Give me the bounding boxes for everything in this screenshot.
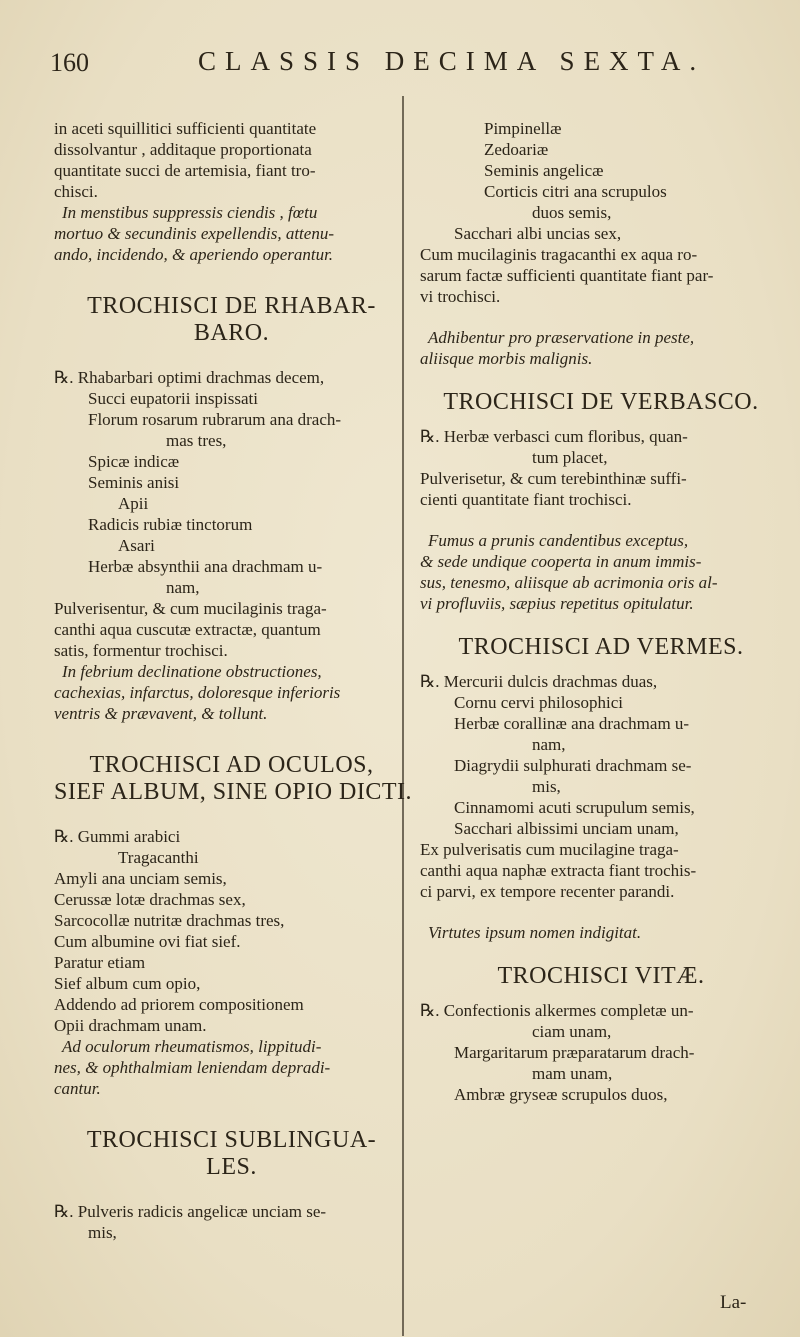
text-line: Herbæ absynthii ana drachmam u- — [88, 557, 323, 576]
section-heading: TROCHISCI DE VERBASCO. — [443, 389, 759, 415]
text-line: satis, formentur trochisci. — [54, 641, 228, 660]
text-line: Opii drachmam unam. — [54, 1016, 207, 1035]
usage-note-line: ventris & prævavent, & tollunt. — [54, 704, 268, 723]
section-heading: TROCHISCI AD VERMES. — [458, 634, 744, 660]
text-line: Addendo ad priorem compositionem — [54, 995, 304, 1014]
spacer — [54, 265, 409, 293]
spacer — [420, 510, 782, 530]
text-line: Tragacanthi — [118, 848, 199, 867]
spacer — [420, 614, 782, 634]
text-line: Asari — [118, 536, 155, 555]
text-line: in aceti squillitici sufficienti quantitate — [54, 119, 317, 138]
usage-note-line: aliisque morbis malignis. — [420, 349, 593, 368]
text-line: Diagrydii sulphurati drachmam se- — [454, 756, 692, 775]
text-line: Paratur etiam — [54, 953, 146, 972]
text-line: Cerussæ lotæ drachmas sex, — [54, 890, 246, 909]
text-line: Pulverisetur, & cum terebinthinæ suffi- — [420, 469, 687, 488]
text-line: nam, — [166, 578, 200, 597]
left-column — [54, 118, 413, 1243]
section-heading: SIEF ALBUM, SINE OPIO DICTI. — [54, 779, 413, 805]
text-line: Ambræ gryseæ scrupulos duos, — [454, 1085, 668, 1104]
text-line: Sief album cum opio, — [54, 974, 201, 993]
spacer — [420, 416, 782, 426]
usage-note-line: mortuo & secundinis expellendis, attenu- — [54, 224, 334, 243]
section-heading: TROCHISCI DE RHABAR- — [87, 293, 376, 319]
text-line: canthi aqua cuscutæ extractæ, quantum — [54, 620, 321, 639]
text-line: tum placet, — [532, 448, 608, 467]
text-line: Cum mucilaginis tragacanthi ex aqua ro- — [420, 245, 698, 264]
text-line: Pulverisentur, & cum mucilaginis traga- — [54, 599, 327, 618]
usage-note-line: nes, & ophthalmiam leniendam depradi- — [54, 1058, 331, 1077]
section-heading: TROCHISCI AD OCULOS, — [89, 752, 374, 778]
text-line: ci parvi, ex tempore recenter parandi. — [420, 882, 675, 901]
text-line: Seminis angelicæ — [484, 161, 604, 180]
usage-note-line: Adhibentur pro præservatione in peste, — [428, 328, 695, 347]
text-line: Spicæ indicæ — [88, 452, 180, 471]
text-line: ℞. Gummi arabici — [54, 827, 181, 846]
section-heading: BARO. — [193, 320, 270, 346]
text-line: dissolvantur , additaque proportionata — [54, 140, 312, 159]
spacer — [54, 806, 409, 826]
spacer — [54, 1181, 409, 1201]
text-line: nam, — [532, 735, 566, 754]
usage-note-line: ando, incidendo, & aperiendo operantur. — [54, 245, 334, 264]
spacer — [54, 724, 409, 752]
usage-note-line: Fumus a prunis candentibus exceptus, — [428, 531, 689, 550]
usage-note-line: vi profluviis, sæpius repetitus opitulatur. — [420, 594, 694, 613]
spacer — [420, 902, 782, 922]
usage-note-line: Virtutes ipsum nomen indigitat. — [428, 923, 642, 942]
spacer — [420, 661, 782, 671]
spacer — [54, 347, 409, 367]
text-line: Seminis anisi — [88, 473, 180, 492]
text-line: Corticis citri ana scrupulos — [484, 182, 667, 201]
usage-note-line: & sede undique cooperta in anum immis- — [420, 552, 702, 571]
text-line: vi trochisci. — [420, 287, 501, 306]
text-line: mam unam, — [532, 1064, 613, 1083]
text-line: duos semis, — [532, 203, 612, 222]
text-line: mas tres, — [166, 431, 227, 450]
text-line: ℞. Mercurii dulcis drachmas duas, — [420, 672, 658, 691]
text-line: cienti quantitate fiant trochisci. — [420, 490, 632, 509]
text-line: Cornu cervi philosophici — [454, 693, 624, 712]
text-line: quantitate succi de artemisia, fiant tro- — [54, 161, 316, 180]
section-heading: TROCHISCI SUBLINGUA- — [86, 1127, 377, 1153]
text-line: sarum factæ sufficienti quantitate fiant par- — [420, 266, 714, 285]
text-line: ℞. Herbæ verbasci cum floribus, quan- — [420, 427, 688, 446]
right-column — [420, 118, 782, 1105]
spacer — [54, 1099, 409, 1127]
text-line: Sacchari albissimi unciam unam, — [454, 819, 679, 838]
text-line: ℞. Pulveris radicis angelicæ unciam se- — [54, 1202, 327, 1221]
text-line: Florum rosarum rubrarum ana drach- — [88, 410, 342, 429]
text-line: Zedoariæ — [484, 140, 549, 159]
text-line: Herbæ corallinæ ana drachmam u- — [454, 714, 690, 733]
usage-note-line: cantur. — [54, 1079, 101, 1098]
section-heading: LES. — [206, 1154, 257, 1180]
text-line: mis, — [88, 1223, 117, 1242]
text-line: Sacchari albi uncias sex, — [454, 224, 622, 243]
usage-note-line: Ad oculorum rheumatismos, lippitudi- — [62, 1037, 322, 1056]
text-line: mis, — [532, 777, 561, 796]
text-line: Ex pulverisatis cum mucilagine traga- — [420, 840, 679, 859]
catchword: La- — [720, 1292, 747, 1313]
section-heading: TROCHISCI VITÆ. — [497, 963, 705, 989]
spacer — [420, 369, 782, 389]
text-line: ℞. Rhabarbari optimi drachmas decem, — [54, 368, 325, 387]
usage-note-line: sus, tenesmo, aliisque ab acrimonia oris al- — [420, 573, 718, 592]
text-line: Cinnamomi acuti scrupulum semis, — [454, 798, 695, 817]
text-line: Sarcocollæ nutritæ drachmas tres, — [54, 911, 285, 930]
usage-note-line: In febrium declinatione obstructiones, — [62, 662, 322, 681]
text-line: Succi eupatorii inspissati — [88, 389, 258, 408]
text-line: Pimpinellæ — [484, 119, 562, 138]
usage-note-line: In menstibus suppressis ciendis , fœtu — [62, 203, 318, 222]
text-line: Margaritarum præparatarum drach- — [454, 1043, 695, 1062]
text-line: Amyli ana unciam semis, — [54, 869, 227, 888]
usage-note-line: cachexias, infarctus, doloresque inferioris — [54, 683, 341, 702]
page-number: 160 — [50, 48, 89, 77]
text-line: Cum albumine ovi fiat sief. — [54, 932, 241, 951]
text-line: ciam unam, — [532, 1022, 612, 1041]
spacer — [420, 943, 782, 963]
running-title: CLASSIS DECIMA SEXTA. — [198, 46, 706, 76]
spacer — [420, 307, 782, 327]
text-line: Radicis rubiæ tinctorum — [88, 515, 253, 534]
text-line: canthi aqua naphæ extracta fiant trochis- — [420, 861, 697, 880]
text-line: chisci. — [54, 182, 98, 201]
text-line: ℞. Confectionis alkermes completæ un- — [420, 1001, 694, 1020]
text-line: Apii — [118, 494, 149, 513]
spacer — [420, 990, 782, 1000]
